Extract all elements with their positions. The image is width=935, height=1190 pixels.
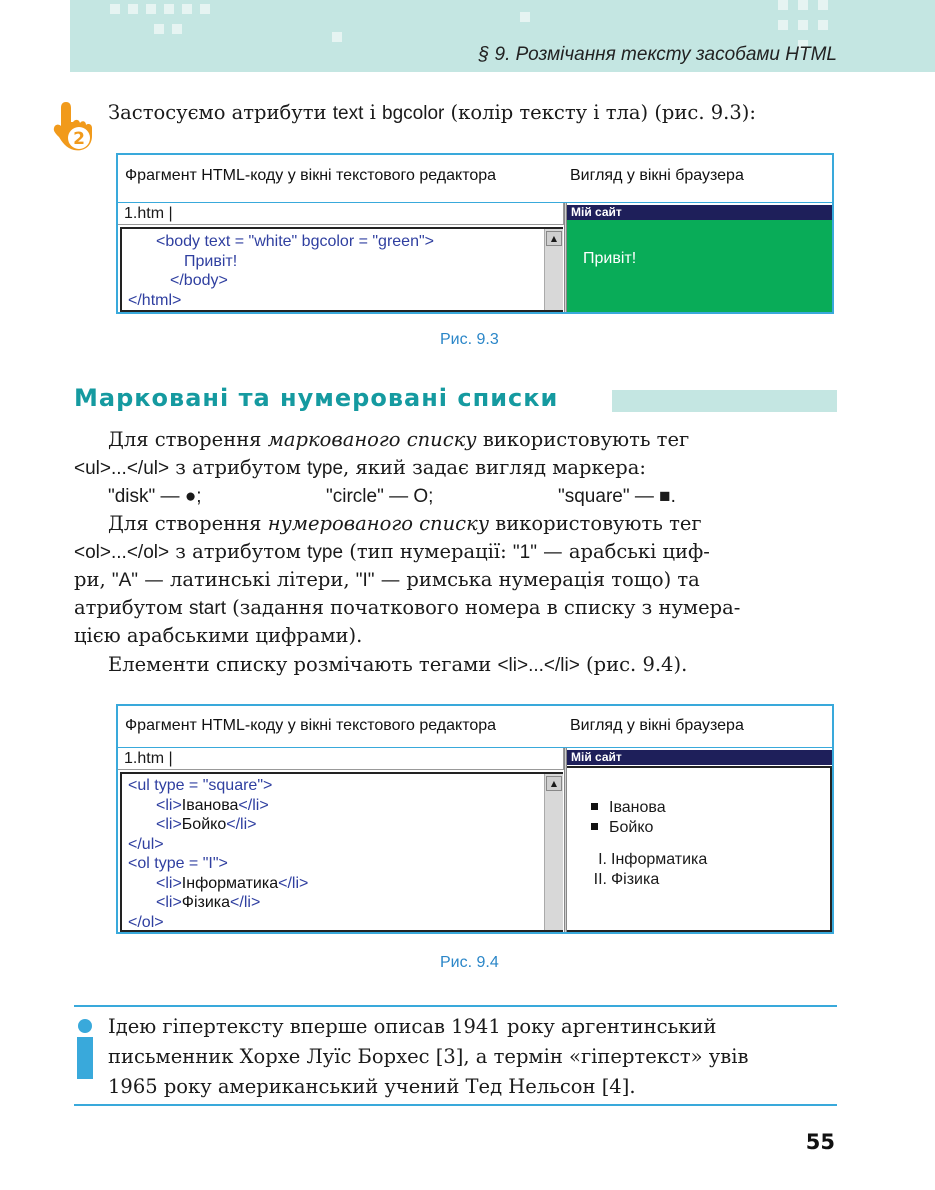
pointing-hand-icon — [52, 100, 98, 156]
browser-title-bar: Мій сайт — [567, 205, 832, 220]
note-bottom-rule — [74, 1104, 837, 1106]
section-heading: Марковані та нумеровані списки — [74, 384, 559, 412]
square-bullet-icon — [591, 803, 598, 810]
step-number: 2 — [73, 129, 85, 149]
browser-viewport — [567, 766, 832, 932]
editor-header: Фрагмент HTML-коду у вікні текстового редактора — [125, 717, 497, 734]
paragraph-line: Для створення нумерованого списку використовують тег — [108, 512, 702, 535]
code-line: </body> — [170, 272, 228, 289]
code-line: Привіт! — [184, 252, 238, 270]
list-marker: II. — [593, 871, 607, 888]
editor-tab[interactable]: 1.htm | — [118, 203, 564, 225]
code-line: </html> — [128, 291, 182, 309]
note-line: письменник Хорхе Луїс Борхес [3], а термін «гіпертекст» увів — [108, 1045, 749, 1068]
note-line: 1965 року американський учений Тед Нельсон [4]. — [108, 1075, 636, 1098]
paragraph-line: Елементи списку розмічають тегами <li>...</li> (рис. 9.4). — [108, 653, 688, 676]
editor-scrollbar[interactable] — [544, 229, 563, 310]
figure-caption: Рис. 9.3 — [440, 331, 499, 348]
scroll-up-arrow-icon[interactable]: ▲ — [546, 231, 562, 246]
code-editor[interactable] — [120, 772, 563, 932]
code-line: <li>Іванова</li> — [156, 796, 269, 814]
list-item: Фізика — [611, 871, 660, 888]
list-marker: I. — [598, 851, 607, 868]
code-line: </ul> — [128, 835, 164, 853]
list-item: Іванова — [591, 798, 666, 818]
paragraph-line: Для створення маркованого списку використовують тег — [108, 428, 690, 451]
section-title: § 9. Розмічання тексту засобами HTML — [478, 44, 837, 65]
code-line: </ol> — [128, 913, 164, 931]
code-line: <ul type = "square"> — [128, 777, 273, 794]
marker-circle: "circle" — O; — [326, 486, 434, 507]
code-line: <li>Інформатика</li> — [156, 874, 309, 892]
browser-header: Вигляд у вікні браузера — [570, 717, 744, 734]
browser-viewport — [567, 220, 832, 312]
code-line: <body text = "white" bgcolor = "green"> — [156, 233, 434, 250]
code-line: <li>Фізика</li> — [156, 894, 261, 911]
editor-tab[interactable]: 1.htm | — [118, 748, 564, 770]
editor-scrollbar[interactable] — [544, 774, 563, 930]
figure-caption: Рис. 9.4 — [440, 954, 499, 971]
info-icon — [74, 1018, 96, 1080]
page-number: 55 — [805, 1130, 835, 1154]
square-bullet-icon — [591, 823, 598, 830]
paragraph-line: <ul>...</ul> з атрибутом type, який задає вигляд маркера: — [74, 456, 646, 479]
figure-9-4 — [116, 704, 834, 934]
paragraph-line: ри, "A" — латинські літери, "I" — римська нумерація тощо) та — [74, 568, 700, 591]
browser-title-bar: Мій сайт — [567, 750, 832, 765]
paragraph-line: атрибутом start (задання початкового номера в списку з нумера- — [74, 596, 741, 619]
paragraph-line: <ol>...</ol> з атрибутом type (тип нумерації: "1" — арабські циф- — [74, 540, 710, 563]
note-line: Ідею гіпертексту вперше описав 1941 року аргентинський — [108, 1015, 717, 1038]
figure-9-3 — [116, 153, 834, 314]
list-item: Бойко — [591, 818, 653, 838]
heading-bar — [612, 390, 837, 412]
marker-square: "square" — ■. — [558, 486, 676, 507]
marker-disk: "disk" — ●; — [108, 486, 202, 507]
editor-header: Фрагмент HTML-коду у вікні текстового редактора — [125, 167, 497, 184]
note-top-rule — [74, 1005, 837, 1007]
code-line: <li>Бойко</li> — [156, 816, 257, 833]
intro-paragraph: Застосуємо атрибути text і bgcolor (колір тексту і тла) (рис. 9.3): — [108, 101, 756, 124]
list-item: Інформатика — [611, 851, 708, 868]
scroll-up-arrow-icon[interactable]: ▲ — [546, 776, 562, 791]
paragraph-line: цією арабськими цифрами). — [74, 624, 363, 647]
code-line: <ol type = "I"> — [128, 855, 228, 872]
browser-text: Привіт! — [583, 250, 637, 267]
code-editor[interactable] — [120, 227, 563, 312]
browser-header: Вигляд у вікні браузера — [570, 167, 744, 184]
